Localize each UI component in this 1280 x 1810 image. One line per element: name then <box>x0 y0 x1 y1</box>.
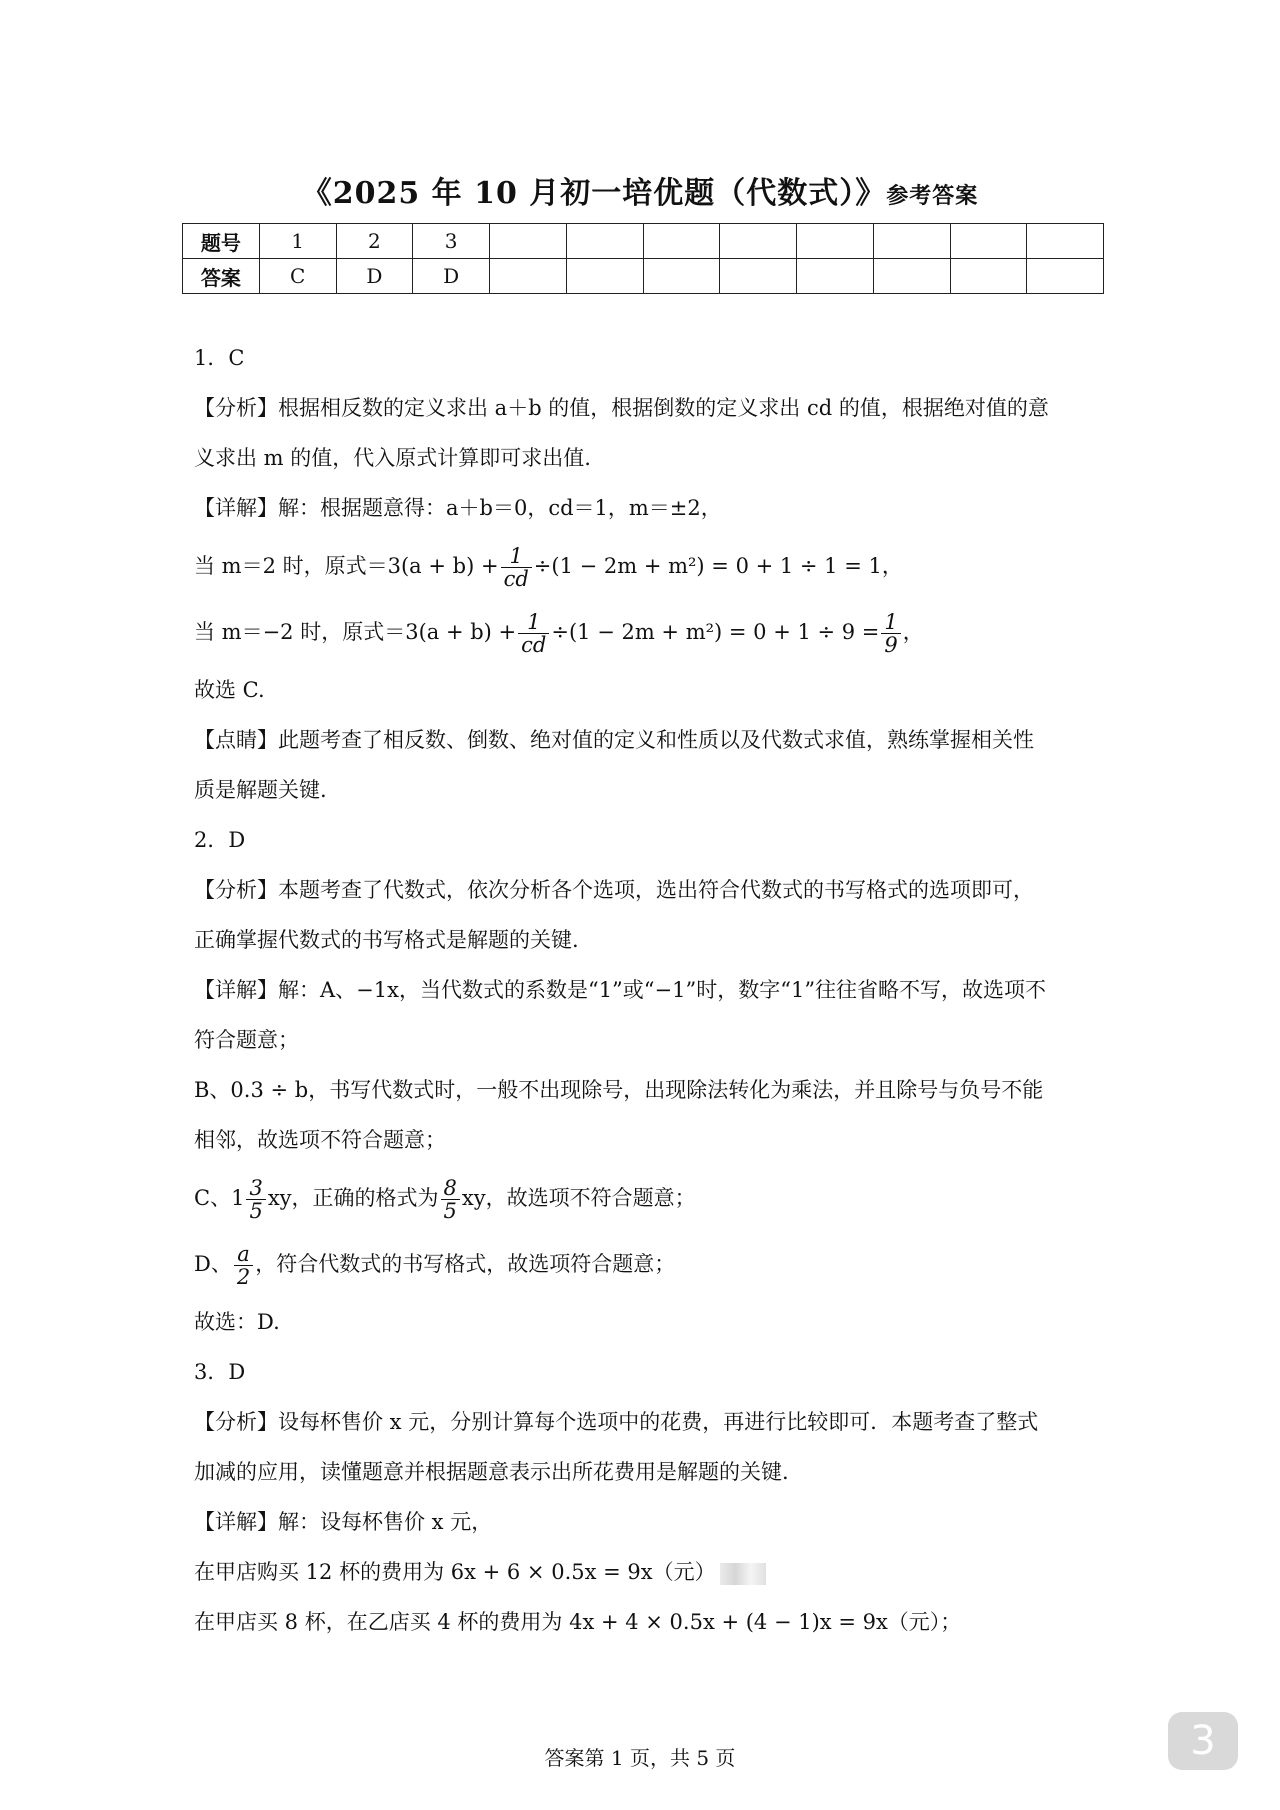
q1-case2-mid: ÷(1 − 2m + m²) = 0 + 1 ÷ 9 = <box>551 620 880 644</box>
q1-choose: 故选 C. <box>194 678 265 702</box>
fraction-a-over-2 <box>234 1243 253 1288</box>
q3-analysis-line: 【分析】设每杯售价 x 元，分别计算每个选项中的花费，再进行比较即可．本题考查了整式 <box>194 1410 1039 1434</box>
q2-option-b-line: B、0.3 ÷ b，书写代数式时，一般不出现除号，出现除法转化为乘法，并且除号与负号不能 <box>194 1078 1044 1102</box>
fraction-denominator: cd <box>503 567 529 591</box>
table-cell <box>797 224 874 259</box>
table-cell: 1 <box>259 224 336 259</box>
watermark-smudge <box>720 1563 766 1585</box>
page-number-badge: 3 <box>1168 1712 1238 1770</box>
q3-line-b: 在甲店买 8 杯，在乙店买 4 杯的费用为 4x + 4 × 0.5x + (4 − 1)x = 9x（元）； <box>194 1610 962 1634</box>
q2-analysis-line: 正确掌握代数式的书写格式是解题的关键. <box>194 928 579 952</box>
page-footer: 答案第 1 页，共 5 页 <box>544 1746 736 1770</box>
table-cell <box>643 259 720 294</box>
fraction-8-over-5 <box>441 1177 460 1222</box>
fraction-numerator: 1 <box>881 611 900 634</box>
q1-case-m-neg2 <box>194 599 1094 665</box>
fraction-3-over-5 <box>246 1177 265 1222</box>
fraction-denominator: cd <box>521 633 547 657</box>
table-cell <box>873 259 950 294</box>
table-cell <box>720 224 797 259</box>
table-cell <box>490 259 567 294</box>
q3-detail: 【详解】解：设每杯售价 x 元， <box>194 1510 493 1534</box>
answer-body <box>194 333 1094 1647</box>
q2-option-c <box>194 1165 1094 1231</box>
fraction-denominator: 2 <box>236 1265 251 1289</box>
fraction-numerator: 1 <box>518 611 549 634</box>
fraction-1-over-cd <box>518 611 549 656</box>
table-cell <box>566 224 643 259</box>
table-cell: C <box>259 259 336 294</box>
fraction-numerator: 1 <box>501 545 532 568</box>
q1-point-line: 【点睛】此题考查了相反数、倒数、绝对值的定义和性质以及代数式求值，熟练掌握相关性 <box>194 728 1034 752</box>
table-cell <box>1027 259 1104 294</box>
fraction-denominator: 5 <box>443 1199 457 1223</box>
page-title <box>0 168 1280 212</box>
title-sub: 参考答案 <box>886 183 979 209</box>
fraction-numerator: 8 <box>441 1177 460 1200</box>
q2-c-suffix: xy，故选项不符合题意； <box>461 1186 696 1210</box>
q2-option-b-line: 相邻，故选项不符合题意； <box>194 1128 446 1152</box>
table-cell <box>490 224 567 259</box>
q1-case1-suffix: ÷(1 − 2m + m²) = 0 + 1 ÷ 1 = 1， <box>533 554 903 578</box>
q2-option-d <box>194 1231 1094 1297</box>
q1-point-line: 质是解题关键. <box>194 778 327 802</box>
fraction-1-over-9 <box>881 611 900 656</box>
q3-heading: 3．D <box>194 1360 246 1384</box>
table-cell <box>566 259 643 294</box>
q2-c-mid: xy，正确的格式为 <box>267 1186 439 1210</box>
answer-table <box>182 223 1104 294</box>
fraction-numerator: 3 <box>246 1177 265 1200</box>
q3-analysis-line: 加减的应用，读懂题意并根据题意表示出所花费用是解题的关键. <box>194 1460 789 1484</box>
fraction-1-over-cd <box>501 545 532 590</box>
q1-case2-prefix: 当 m＝−2 时，原式＝3(a + b) + <box>194 620 517 644</box>
q2-c-prefix: C、1 <box>194 1186 245 1210</box>
fraction-denominator: 5 <box>249 1199 263 1223</box>
q2-detail-line: 【详解】解：A、−1x，当代数式的系数是“1”或“−1”时，数字“1”往往省略不写，故选项不 <box>194 978 1047 1002</box>
table-cell: 3 <box>413 224 490 259</box>
q1-case1-prefix: 当 m＝2 时，原式＝3(a + b) + <box>194 554 499 578</box>
table-cell: 2 <box>336 224 413 259</box>
q1-case-m2 <box>194 533 1094 599</box>
q3-line-a <box>194 1547 1094 1597</box>
table-cell <box>643 224 720 259</box>
q2-analysis-line: 【分析】本题考查了代数式，依次分析各个选项，选出符合代数式的书写格式的选项即可， <box>194 878 1034 902</box>
fraction-denominator: 9 <box>884 633 898 657</box>
q1-detail: 【详解】解：根据题意得：a＋b＝0，cd＝1，m＝±2， <box>194 496 722 520</box>
table-cell <box>797 259 874 294</box>
table-cell <box>720 259 797 294</box>
table-cell <box>950 224 1027 259</box>
table-cell: D <box>413 259 490 294</box>
title-main: 《2025 年 10 月初一培优题（代数式）》 <box>301 176 887 211</box>
q2-detail-line: 符合题意； <box>194 1028 299 1052</box>
q2-d-prefix: D、 <box>194 1252 232 1276</box>
table-cell: D <box>336 259 413 294</box>
q2-heading: 2．D <box>194 828 246 852</box>
q1-heading: 1．C <box>194 346 245 370</box>
q3-line-a-text: 在甲店购买 12 杯的费用为 6x + 6 × 0.5x = 9x（元） <box>194 1560 716 1584</box>
table-cell <box>1027 224 1104 259</box>
q1-case2-end: ， <box>902 620 924 644</box>
table-cell <box>873 224 950 259</box>
q1-analysis-line: 【分析】根据相反数的定义求出 a＋b 的值，根据倒数的定义求出 cd 的值，根据绝对值的意 <box>194 396 1049 420</box>
row-label-number: 题号 <box>183 224 260 259</box>
row-label-answer: 答案 <box>183 259 260 294</box>
answer-table-answer-row <box>183 259 1104 294</box>
table-cell <box>950 259 1027 294</box>
fraction-numerator: a <box>234 1243 253 1266</box>
answer-table-number-row <box>183 224 1104 259</box>
q1-analysis-line: 义求出 m 的值，代入原式计算即可求出值. <box>194 446 591 470</box>
q2-choose: 故选：D. <box>194 1310 280 1334</box>
q2-d-suffix: ，符合代数式的书写格式，故选项符合题意； <box>255 1252 676 1276</box>
